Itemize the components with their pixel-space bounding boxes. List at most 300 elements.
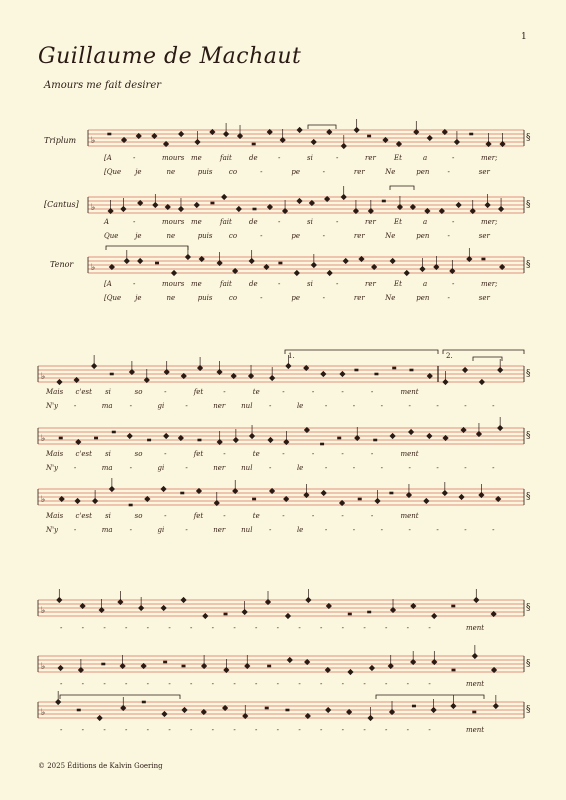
rest (163, 661, 167, 664)
lyric-syllable: Ne (385, 168, 396, 176)
ligature-bracket (106, 246, 188, 250)
lyric-syllable: gi (157, 464, 165, 472)
lyric-syllable: - (464, 402, 467, 410)
ending-2-label: 2. (446, 352, 453, 360)
lyric-syllable: - (269, 464, 272, 472)
lyric-syllable: co (228, 232, 238, 240)
lyric-syllable: - (260, 232, 263, 240)
lyric-syllable: c'est (75, 388, 92, 396)
rest (155, 262, 159, 265)
note-minim (369, 665, 375, 671)
lyric-dash: - (60, 624, 63, 632)
note-minim (171, 270, 177, 276)
lyric-dash: - (385, 680, 388, 688)
lyric-syllable: si (307, 280, 313, 288)
lyric-syllable: co (228, 168, 238, 176)
flat-sign: ♭ (91, 263, 96, 273)
lyric-syllable: - (447, 294, 450, 302)
rest (382, 200, 386, 203)
note-minim (97, 715, 103, 721)
custos-sign: § (526, 705, 531, 715)
lyric-dash: - (255, 680, 258, 688)
page-number: 1 (521, 32, 527, 42)
ligature-bracket (390, 186, 414, 190)
note-minim (202, 613, 208, 619)
lyric-syllable: - (336, 280, 339, 288)
lyric-dash: - (320, 624, 323, 632)
lyric-syllable: si (105, 450, 111, 458)
note-minim (178, 131, 184, 137)
lyric-dash: - (385, 624, 388, 632)
lyric-syllable: ne (166, 232, 176, 240)
lyric-syllable: ner (213, 464, 226, 472)
lyric-syllable: - (436, 464, 439, 472)
rest (285, 709, 289, 712)
lyric-syllable: - (133, 218, 136, 226)
lyric-syllable: - (278, 218, 281, 226)
note-minim (320, 371, 326, 377)
lyric-syllable: a (423, 218, 428, 226)
flat-sign: ♭ (41, 708, 46, 718)
lyric-dash: - (233, 726, 236, 734)
lyric-syllable: - (223, 512, 226, 520)
lyric-dash: - (125, 726, 128, 734)
lyric-syllable: - (185, 464, 188, 472)
lyric-syllable: me (191, 154, 202, 162)
note-minim (327, 270, 333, 276)
rest (252, 498, 256, 501)
rest (354, 369, 358, 372)
lyric-dash: - (341, 680, 345, 688)
lyric-syllable: - (408, 526, 411, 534)
ligature-bracket (376, 695, 484, 699)
page-title: Guillaume de Machaut (38, 44, 302, 69)
lyric-syllable: - (341, 388, 344, 396)
note-minim (321, 490, 327, 496)
note-minim (423, 498, 429, 504)
lyric-dash: - (406, 726, 410, 734)
rest (142, 701, 146, 704)
note-minim (479, 379, 485, 385)
note-minim (431, 613, 437, 619)
rest (374, 373, 378, 376)
lyric-dash: - (363, 726, 366, 734)
rest (252, 208, 256, 211)
lyric-syllable: si (307, 218, 313, 226)
note-minim (160, 486, 166, 492)
lyric-syllable: rer (353, 294, 365, 302)
lyric-syllable: pe (291, 232, 301, 240)
lyric-syllable: - (352, 464, 356, 472)
lyric-syllable: - (164, 512, 167, 520)
rest (472, 711, 476, 714)
rest (452, 669, 456, 672)
lyric-dash: - (125, 624, 128, 632)
note-minim (294, 270, 300, 276)
lyric-syllable: ner (213, 526, 226, 534)
lyric-dash: - (298, 680, 301, 688)
note-minim (339, 371, 345, 377)
lyric-syllable: si (105, 388, 111, 396)
lyric-syllable: - (452, 218, 455, 226)
rest (112, 431, 116, 434)
note-minim (267, 437, 273, 443)
lyric-syllable: ma (101, 526, 113, 534)
lyric-dash: - (276, 726, 280, 734)
lyric-syllable: - (129, 402, 133, 410)
lyric-syllable: pen (416, 232, 430, 240)
rest (101, 663, 105, 666)
rest (77, 709, 81, 712)
custos-sign: § (526, 200, 531, 210)
note-minim (404, 270, 410, 276)
lyric-syllable: - (278, 154, 281, 162)
lyric-syllable: - (322, 168, 325, 176)
lyric-syllable: de (249, 280, 258, 288)
lyric-syllable: - (129, 464, 133, 472)
lyric-syllable: fait (220, 218, 232, 226)
lyric-syllable: - (408, 464, 411, 472)
lyric-dash: - (211, 624, 215, 632)
lyric-syllable: - (73, 526, 77, 534)
lyric-syllable: - (447, 168, 450, 176)
lyric-syllable: - (324, 464, 328, 472)
lyric-syllable: - (341, 450, 344, 458)
lyric-dash: - (81, 726, 85, 734)
lyric-syllable: mer; (481, 218, 498, 226)
lyric-syllable: puis (197, 294, 213, 302)
rest (412, 705, 416, 708)
lyric-syllable: ment (466, 726, 485, 734)
lyric-syllable: - (282, 512, 285, 520)
rest (358, 498, 362, 501)
lyric-syllable: rer (353, 232, 365, 240)
custos-sign: § (526, 431, 531, 441)
note-minim (462, 367, 468, 373)
note-minim (285, 613, 291, 619)
lyric-dash: - (341, 726, 345, 734)
lyric-syllable: - (452, 280, 455, 288)
rest (278, 262, 282, 265)
lyric-dash: - (190, 624, 193, 632)
lyric-dash: - (276, 680, 280, 688)
lyric-syllable: Ne (385, 232, 396, 240)
rest (367, 611, 371, 614)
lyric-syllable: Et (394, 154, 402, 162)
lyric-syllable: - (380, 464, 383, 472)
lyric-syllable: - (322, 294, 325, 302)
note-minim (180, 597, 186, 603)
flat-sign: ♭ (91, 136, 96, 146)
lyric-dash: - (341, 624, 345, 632)
lyric-dash: - (81, 680, 85, 688)
lyric-syllable: - (370, 512, 374, 520)
rest (267, 665, 271, 668)
lyric-syllable: - (324, 402, 328, 410)
rest (451, 605, 455, 608)
flat-sign: ♭ (41, 495, 46, 505)
custos-sign: § (526, 260, 531, 270)
lyric-dash: - (146, 726, 150, 734)
lyric-syllable: - (185, 402, 188, 410)
lyric-syllable: - (133, 154, 136, 162)
rest (373, 439, 377, 442)
rest (252, 143, 256, 146)
rest (469, 133, 473, 136)
lyric-syllable: te (252, 512, 260, 520)
lyric-syllable: pen (416, 294, 430, 302)
flat-sign: ♭ (41, 434, 46, 444)
lyric-syllable: - (322, 232, 325, 240)
voice-label-triplum: Triplum (44, 136, 77, 145)
lyric-dash: - (211, 680, 215, 688)
note-minim (57, 665, 63, 671)
flat-sign: ♭ (41, 372, 46, 382)
lyric-syllable: mours (162, 154, 185, 162)
lyric-syllable: - (311, 512, 315, 520)
lyric-syllable: - (464, 464, 467, 472)
lyric-syllable: - (269, 402, 272, 410)
lyric-syllable: ne (166, 168, 176, 176)
lyric-syllable: - (73, 464, 77, 472)
lyric-syllable: je (135, 294, 142, 302)
ligature-bracket (473, 357, 502, 361)
lyric-syllable: - (341, 512, 344, 520)
lyric-syllable: - (324, 526, 328, 534)
lyric-syllable: c'est (75, 512, 92, 520)
lyric-syllable: pe (291, 294, 301, 302)
lyric-dash: - (385, 726, 388, 734)
lyric-syllable: ment (466, 680, 485, 688)
ending-bracket-1 (285, 350, 438, 354)
lyric-syllable: - (352, 526, 356, 534)
lyric-syllable: fet (193, 388, 204, 396)
custos-sign: § (526, 133, 531, 143)
lyric-syllable: si (307, 154, 313, 162)
lyric-syllable: ment (400, 388, 419, 396)
lyric-syllable: so (134, 450, 143, 458)
lyric-dash: - (298, 624, 301, 632)
rest (481, 258, 485, 261)
lyric-syllable: - (269, 526, 272, 534)
voice-label-cantus: [Cantus] (44, 200, 79, 209)
lyric-syllable: ser (478, 232, 490, 240)
note-minim (221, 194, 227, 200)
lyric-syllable: ment (400, 512, 419, 520)
lyric-syllable: so (134, 512, 143, 520)
lyric-syllable: ner (213, 402, 226, 410)
lyric-syllable: ma (101, 464, 113, 472)
lyric-syllable: ma (101, 402, 113, 410)
rest (147, 439, 151, 442)
ligature-bracket (308, 125, 336, 129)
lyric-syllable: rer (365, 280, 376, 288)
lyric-syllable: ne (166, 294, 176, 302)
lyric-syllable: - (336, 154, 339, 162)
lyric-syllable: Et (394, 280, 402, 288)
lyric-dash: - (406, 680, 410, 688)
lyric-dash: - (168, 680, 171, 688)
lyric-dash: - (233, 624, 236, 632)
lyric-syllable: A (104, 218, 110, 226)
piece-title: Amours me fait desirer (44, 80, 162, 91)
note-minim (161, 605, 167, 611)
lyric-dash: - (60, 680, 63, 688)
lyric-syllable: N'y (46, 402, 59, 410)
lyric-syllable: - (282, 388, 285, 396)
ending-1-label: 1. (288, 352, 295, 360)
lyric-dash: - (103, 726, 106, 734)
lyric-dash: - (320, 726, 323, 734)
note-minim (137, 258, 143, 264)
lyric-syllable: mours (162, 280, 185, 288)
lyric-syllable: de (249, 154, 258, 162)
lyric-syllable: je (135, 168, 142, 176)
lyric-syllable: nul (241, 464, 253, 472)
lyric-syllable: - (352, 402, 356, 410)
rest (182, 665, 186, 668)
lyric-syllable: nul (241, 526, 253, 534)
lyric-syllable: si (105, 512, 111, 520)
custos-sign: § (526, 492, 531, 502)
lyric-syllable: Et (394, 218, 402, 226)
lyric-dash: - (428, 624, 431, 632)
rest (59, 437, 63, 440)
lyric-dash: - (298, 726, 301, 734)
lyric-syllable: - (447, 232, 450, 240)
lyric-dash: - (255, 624, 258, 632)
rest (337, 437, 341, 440)
lyric-syllable: te (252, 388, 260, 396)
lyric-syllable: - (492, 464, 495, 472)
rest (94, 437, 98, 440)
lyric-syllable: fet (193, 512, 204, 520)
lyric-dash: - (103, 624, 106, 632)
lyric-syllable: - (436, 402, 439, 410)
rest (348, 613, 352, 616)
lyric-syllable: - (278, 280, 281, 288)
lyric-syllable: - (380, 526, 383, 534)
note-minim (426, 433, 432, 439)
rest (197, 439, 201, 442)
lyric-syllable: ment (400, 450, 419, 458)
lyric-syllable: le (296, 526, 304, 534)
lyric-syllable: ser (478, 168, 490, 176)
lyric-syllable: - (408, 402, 411, 410)
rest (265, 707, 269, 710)
note-minim (343, 258, 349, 264)
note-minim (458, 494, 464, 500)
lyric-dash: - (211, 726, 215, 734)
lyric-syllable: - (370, 388, 374, 396)
lyric-syllable: nul (241, 402, 253, 410)
lyric-syllable: te (252, 450, 260, 458)
copyright-notice: © 2025 Éditions de Kalvin Goering (38, 762, 163, 770)
lyric-dash: - (125, 680, 128, 688)
rest (389, 492, 393, 495)
lyric-syllable: - (260, 168, 263, 176)
note-minim (456, 202, 462, 208)
lyric-syllable: [A (104, 280, 112, 288)
lyric-syllable: - (436, 526, 439, 534)
lyric-syllable: [Que (104, 168, 122, 176)
ending-bracket-2 (443, 350, 524, 354)
lyric-syllable: - (311, 388, 315, 396)
lyric-dash: - (168, 726, 171, 734)
note-minim (161, 711, 167, 717)
lyric-dash: - (363, 680, 366, 688)
lyric-syllable: - (129, 526, 133, 534)
lyric-syllable: me (191, 218, 202, 226)
custos-sign: § (526, 659, 531, 669)
lyric-dash: - (428, 726, 431, 734)
custos-sign: § (526, 369, 531, 379)
lyric-dash: - (233, 680, 236, 688)
lyric-syllable: ser (478, 294, 490, 302)
note-minim (296, 198, 302, 204)
lyric-syllable: - (133, 280, 136, 288)
lyric-syllable: - (370, 450, 374, 458)
ligature-bracket (60, 695, 180, 699)
lyric-syllable: - (311, 450, 315, 458)
note-minim (163, 433, 169, 439)
lyric-dash: - (168, 624, 171, 632)
rest (129, 504, 133, 507)
lyric-syllable: [A (104, 154, 112, 162)
note-minim (427, 135, 433, 141)
lyric-syllable: - (223, 388, 226, 396)
rest (210, 202, 214, 205)
lyric-syllable: Mais (46, 450, 64, 458)
lyric-syllable: le (296, 464, 304, 472)
lyric-syllable: mer; (481, 280, 498, 288)
lyric-syllable: pen (416, 168, 430, 176)
note-minim (390, 258, 396, 264)
rest (107, 133, 111, 136)
note-minim (347, 669, 353, 675)
lyric-syllable: - (73, 402, 77, 410)
flat-sign: ♭ (91, 203, 96, 213)
lyric-dash: - (190, 726, 193, 734)
lyric-syllable: Que (104, 232, 119, 240)
lyric-syllable: mer; (481, 154, 498, 162)
lyric-syllable: - (492, 402, 495, 410)
lyric-syllable: a (423, 280, 428, 288)
lyric-syllable: de (249, 218, 258, 226)
lyric-syllable: fait (220, 280, 232, 288)
rest (320, 443, 324, 446)
note-minim (408, 429, 414, 435)
lyric-dash: - (190, 680, 193, 688)
lyric-syllable: rer (353, 168, 365, 176)
lyric-syllable: Mais (46, 388, 64, 396)
custos-sign: § (526, 603, 531, 613)
note-minim (181, 707, 187, 713)
note-minim (194, 202, 200, 208)
rest (224, 613, 228, 616)
lyric-syllable: rer (365, 154, 376, 162)
lyric-syllable: rer (365, 218, 376, 226)
lyric-dash: - (81, 624, 85, 632)
note-minim (287, 657, 293, 663)
lyric-syllable: a (423, 154, 428, 162)
flat-sign: ♭ (41, 606, 46, 616)
lyric-syllable: me (191, 280, 202, 288)
lyric-syllable: N'y (46, 526, 59, 534)
lyric-dash: - (406, 624, 410, 632)
lyric-dash: - (60, 726, 63, 734)
note-minim (389, 433, 395, 439)
